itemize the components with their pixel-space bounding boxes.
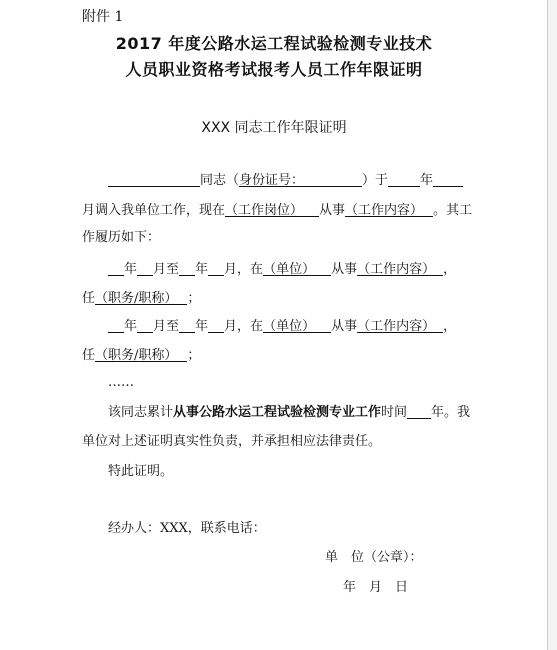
- text-comma: ，: [443, 262, 457, 277]
- from-month-blank: [137, 318, 153, 333]
- to-year-blank: [179, 261, 195, 276]
- id-number-label: 身份证号：: [239, 173, 305, 188]
- content-blank: [435, 318, 443, 333]
- handler-line: 经办人：XXX，联系电话：: [108, 521, 266, 536]
- text-year: 年: [195, 319, 209, 334]
- subtitle: XXX 同志工作年限证明: [201, 120, 347, 136]
- text-semicolon: ；: [187, 291, 201, 306]
- text-congshi: 从事: [319, 203, 346, 218]
- unit-placeholder: （单位）: [263, 262, 316, 277]
- body-line-1: [108, 172, 472, 190]
- text-ren: 任: [82, 348, 96, 363]
- text-ren: 任: [82, 291, 96, 306]
- id-number-blank: [304, 172, 362, 187]
- year-blank: [388, 172, 420, 187]
- name-blank: [108, 172, 200, 187]
- work-content-placeholder: （工作内容）: [357, 262, 436, 277]
- from-month-blank: [137, 261, 153, 276]
- date-line: 年 月 日: [343, 580, 409, 595]
- title-line-2: 人员职业资格考试报考人员工作年限证明: [125, 60, 423, 79]
- month-blank: [433, 172, 463, 187]
- text-nian: 年: [420, 173, 434, 188]
- text-yu: ）于: [362, 173, 389, 188]
- text-cum-c: 年。我: [431, 405, 471, 420]
- text-comma: ，: [443, 319, 457, 334]
- text-congshi: 从事: [331, 319, 358, 334]
- text-month-at: 月，在: [224, 262, 264, 277]
- unit-blank: [315, 318, 331, 333]
- body-line-3: [82, 229, 472, 247]
- years-blank: [407, 404, 431, 419]
- work-content-placeholder: （工作内容）: [357, 319, 436, 334]
- position-placeholder: （工作岗位）: [225, 203, 304, 218]
- history-entry-1-title: [82, 290, 472, 308]
- from-year-blank: [108, 318, 124, 333]
- content-blank: [423, 202, 433, 217]
- work-content-placeholder: （工作内容）: [345, 203, 424, 218]
- text-transfer: 月调入我单位工作，现在: [82, 203, 226, 218]
- text-cum-bold: 从事公路水运工程试验检测专业工作: [173, 405, 382, 420]
- title-blank: [177, 347, 187, 362]
- title-line-1: 2017 年度公路水运工程试验检测专业技术: [115, 34, 433, 53]
- title-placeholder: （职务/职称）: [95, 348, 178, 363]
- text-year: 年: [124, 262, 138, 277]
- to-month-blank: [208, 318, 224, 333]
- text-month-to: 月至: [153, 319, 180, 334]
- text-month-to: 月至: [153, 262, 180, 277]
- unit-placeholder: （单位）: [263, 319, 316, 334]
- unit-blank: [315, 261, 331, 276]
- to-month-blank: [208, 261, 224, 276]
- text-history-intro: 作履历如下：: [82, 230, 161, 245]
- content-blank: [435, 261, 443, 276]
- text-congshi: 从事: [331, 262, 358, 277]
- position-blank: [303, 202, 319, 217]
- text-cum-a: 该同志累计: [108, 405, 174, 420]
- responsibility-line: 单位对上述证明真实性负责，并承担相应法律责任。: [82, 434, 382, 449]
- history-entry-2-title: [82, 347, 472, 365]
- to-year-blank: [179, 318, 195, 333]
- stamp-line: 单 位（公章）：: [325, 550, 423, 565]
- text-year: 年: [195, 262, 209, 277]
- title-placeholder: （职务/职称）: [95, 291, 178, 306]
- text-cum-b: 时间: [381, 405, 408, 420]
- certify-line: 特此证明。: [108, 464, 174, 479]
- text-year: 年: [124, 319, 138, 334]
- text-month-at: 月，在: [224, 319, 264, 334]
- title-blank: [177, 290, 187, 305]
- from-year-blank: [108, 261, 124, 276]
- text-tongzhi: 同志（: [200, 173, 240, 188]
- text-semicolon: ；: [187, 348, 201, 363]
- cumulative-line: [108, 404, 472, 422]
- attachment-label: 附件 1: [82, 9, 124, 25]
- history-entry-1: [108, 261, 472, 279]
- history-entry-2: [108, 318, 472, 336]
- ellipsis: ……: [108, 375, 134, 390]
- body-line-2: [82, 202, 472, 220]
- text-qigong: 。其工: [433, 203, 473, 218]
